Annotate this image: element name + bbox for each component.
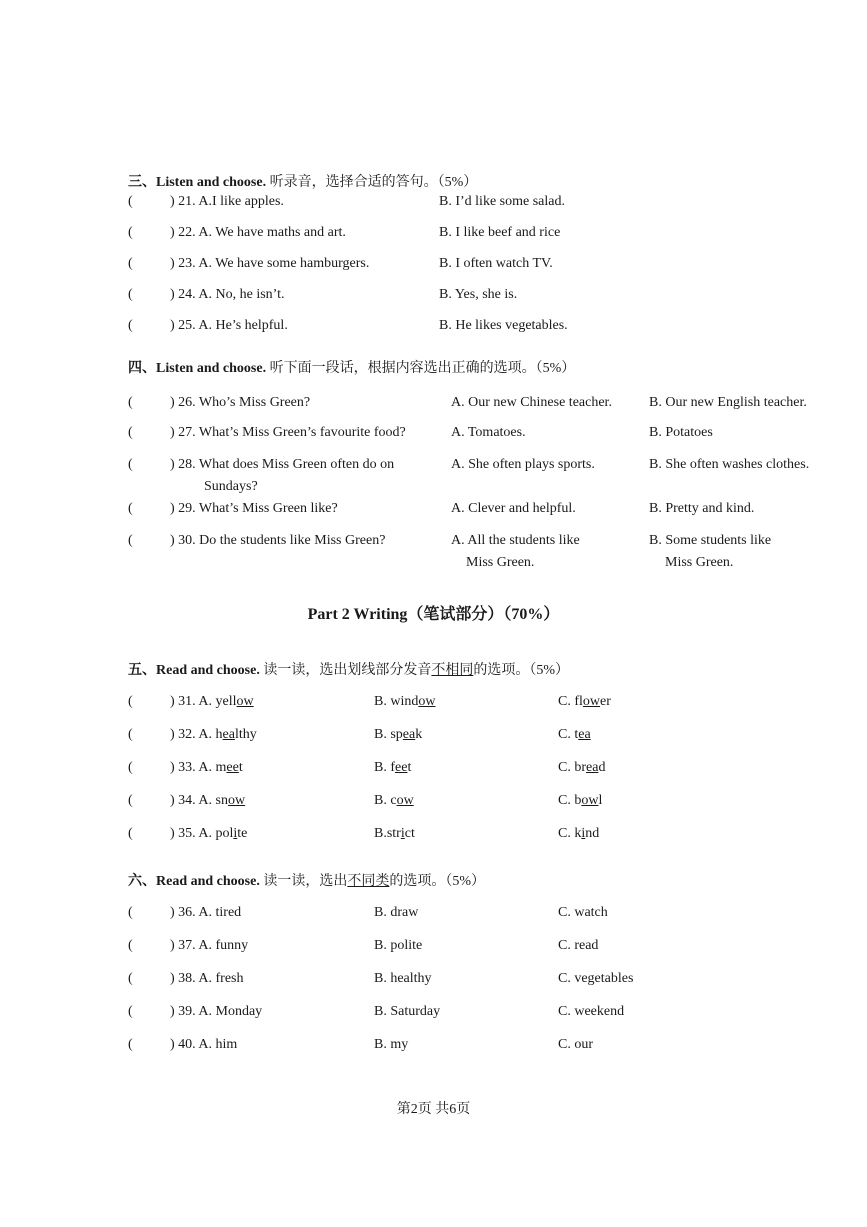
- answer-paren: (: [128, 905, 133, 920]
- option-b: B. my: [374, 1037, 409, 1052]
- section-6-instruction-end: 的选项。（5%）: [389, 874, 486, 889]
- word-part: C. t: [558, 727, 579, 742]
- word-part: B. c: [374, 793, 397, 808]
- answer-paren: (: [128, 694, 133, 709]
- option-b: B. Some students like: [649, 533, 772, 548]
- question-25: [128, 316, 848, 356]
- option-c: [558, 791, 602, 811]
- section-5-instruction: 读一读，选出划线部分发音: [259, 663, 432, 678]
- answer-paren: (: [128, 194, 133, 209]
- underlined-letters: ow: [236, 694, 254, 709]
- question-number: ) 31. A.: [170, 694, 216, 709]
- option-b: B. Our new English teacher.: [649, 395, 807, 410]
- question-40: [128, 1035, 848, 1075]
- word-part: pol: [215, 826, 234, 841]
- section-5-underlined: 不相同: [431, 663, 474, 678]
- question-text: ) 39. A. Monday: [170, 1004, 263, 1019]
- underlined-letters: ow: [582, 694, 601, 709]
- option-b: B. Pretty and kind.: [649, 501, 755, 516]
- question-text: ) 28. What does Miss Green often do on: [170, 457, 395, 472]
- word-part: C. k: [558, 826, 582, 841]
- section-3-title: Listen and choose.: [156, 175, 267, 190]
- option-a: A. Clever and helpful.: [451, 501, 576, 516]
- option-b: B. polite: [374, 938, 423, 953]
- page-number: 第2页 共6页: [396, 1102, 471, 1117]
- underlined-letters: ow: [227, 793, 246, 808]
- question-28: [128, 455, 848, 495]
- word-part: C. b: [558, 793, 582, 808]
- word-part: C. fl: [558, 694, 583, 709]
- underlined-letters: i: [233, 826, 238, 841]
- option-a: [170, 692, 254, 712]
- word-part: B.str: [374, 826, 401, 841]
- option-b: B. draw: [374, 905, 419, 920]
- word-part: C. br: [558, 760, 586, 775]
- answer-paren: (: [128, 457, 133, 472]
- question-text-continued: Sundays?: [204, 479, 258, 494]
- section-3-instruction: 听录音，选择合适的答句。（5%）: [266, 175, 478, 190]
- question-text: ) 38. A. fresh: [170, 971, 244, 986]
- option-b: B. Potatoes: [649, 425, 713, 440]
- option-a-continued: Miss Green.: [466, 555, 535, 570]
- option-a: A. She often plays sports.: [451, 457, 595, 472]
- option-a: [170, 725, 257, 745]
- question-text: ) 30. Do the students like Miss Green?: [170, 533, 386, 548]
- question-30: [128, 531, 848, 571]
- option-b: [374, 791, 414, 811]
- question-text: ) 23. A. We have some hamburgers.: [170, 256, 370, 271]
- part-2-title: Part 2 Writing（笔试部分）（70%）: [307, 606, 560, 623]
- underlined-letters: ee: [395, 760, 408, 775]
- word-part: lthy: [234, 727, 257, 742]
- word-part: t: [407, 760, 412, 775]
- option-a: [170, 824, 247, 844]
- option-c: [558, 725, 591, 745]
- question-number: ) 32. A.: [170, 727, 216, 742]
- question-text: ) 21. A.I like apples.: [170, 194, 284, 209]
- option-b: [374, 758, 411, 778]
- answer-paren: (: [128, 938, 133, 953]
- option-c: C. our: [558, 1037, 593, 1052]
- answer-paren: (: [128, 1004, 133, 1019]
- question-text: ) 37. A. funny: [170, 938, 249, 953]
- option-b: B. She often washes clothes.: [649, 457, 810, 472]
- question-text: ) 40. A. him: [170, 1037, 238, 1052]
- answer-paren: (: [128, 533, 133, 548]
- underlined-letters: ow: [418, 694, 436, 709]
- question-number: ) 34. A.: [170, 793, 216, 808]
- answer-paren: (: [128, 425, 133, 440]
- option-b: B. I’d like some salad.: [439, 194, 565, 209]
- question-text: ) 36. A. tired: [170, 905, 242, 920]
- section-4-title: Listen and choose.: [156, 361, 267, 376]
- underlined-letters: ea: [586, 760, 599, 775]
- word-part: t: [238, 760, 243, 775]
- underlined-letters: i: [400, 826, 405, 841]
- section-6-heading: [128, 870, 485, 890]
- option-b: B. Yes, she is.: [439, 287, 518, 302]
- answer-paren: (: [128, 826, 133, 841]
- word-part: yell: [215, 694, 237, 709]
- answer-paren: (: [128, 287, 133, 302]
- option-c: [558, 758, 605, 778]
- section-4-heading: [128, 357, 575, 377]
- option-c: [558, 824, 599, 844]
- question-number: ) 33. A.: [170, 760, 216, 775]
- underlined-letters: ea: [578, 727, 591, 742]
- question-text: ) 29. What’s Miss Green like?: [170, 501, 338, 516]
- option-c: C. watch: [558, 905, 608, 920]
- answer-paren: (: [128, 225, 133, 240]
- underlined-letters: ea: [222, 727, 235, 742]
- option-c: C. weekend: [558, 1004, 625, 1019]
- section-6-title: Read and choose.: [156, 874, 260, 889]
- option-b: [374, 824, 415, 844]
- word-part: te: [237, 826, 248, 841]
- section-6-underlined: 不同类: [347, 874, 390, 889]
- answer-paren: (: [128, 318, 133, 333]
- answer-paren: (: [128, 727, 133, 742]
- underlined-letters: ow: [581, 793, 599, 808]
- word-part: sn: [215, 793, 228, 808]
- option-b: B. Saturday: [374, 1004, 441, 1019]
- section-5-number: 五、: [128, 663, 156, 678]
- underlined-letters: ee: [226, 760, 239, 775]
- question-35: [128, 824, 848, 864]
- question-text: ) 25. A. He’s helpful.: [170, 318, 288, 333]
- answer-paren: (: [128, 971, 133, 986]
- option-c: C. vegetables: [558, 971, 634, 986]
- answer-paren: (: [128, 793, 133, 808]
- word-part: l: [598, 793, 603, 808]
- question-text: ) 26. Who’s Miss Green?: [170, 395, 311, 410]
- option-b: B. healthy: [374, 971, 432, 986]
- option-b: [374, 725, 422, 745]
- word-part: er: [600, 694, 611, 709]
- answer-paren: (: [128, 1037, 133, 1052]
- word-part: ct: [404, 826, 415, 841]
- underlined-letters: ea: [402, 727, 416, 742]
- option-b: [374, 692, 435, 712]
- answer-paren: (: [128, 501, 133, 516]
- option-a: A. All the students like: [451, 533, 580, 548]
- section-4-instruction: 听下面一段话，根据内容选出正确的选项。（5%）: [266, 361, 576, 376]
- word-part: h: [215, 727, 223, 742]
- section-5-instruction-end: 的选项。（5%）: [473, 663, 570, 678]
- underlined-letters: i: [581, 826, 586, 841]
- option-b: B. I like beef and rice: [439, 225, 561, 240]
- word-part: B. wind: [374, 694, 419, 709]
- option-c: C. read: [558, 938, 599, 953]
- section-3-number: 三、: [128, 175, 156, 190]
- word-part: B. f: [374, 760, 395, 775]
- answer-paren: (: [128, 760, 133, 775]
- answer-paren: (: [128, 256, 133, 271]
- question-text: ) 24. A. No, he isn’t.: [170, 287, 285, 302]
- answer-paren: (: [128, 395, 133, 410]
- question-text: ) 27. What’s Miss Green’s favourite food?: [170, 425, 406, 440]
- word-part: d: [598, 760, 606, 775]
- section-6-number: 六、: [128, 874, 156, 889]
- word-part: k: [415, 727, 423, 742]
- section-5-title: Read and choose.: [156, 663, 260, 678]
- option-a: A. Our new Chinese teacher.: [451, 395, 612, 410]
- section-5-heading: [128, 659, 569, 679]
- question-text: ) 22. A. We have maths and art.: [170, 225, 346, 240]
- section-6-instruction: 读一读，选出: [259, 874, 348, 889]
- underlined-letters: ow: [396, 793, 414, 808]
- option-a: [170, 758, 243, 778]
- word-part: nd: [585, 826, 600, 841]
- word-part: m: [215, 760, 227, 775]
- option-b: B. He likes vegetables.: [439, 318, 568, 333]
- option-a: A. Tomatoes.: [451, 425, 526, 440]
- option-b: B. I often watch TV.: [439, 256, 553, 271]
- option-c: [558, 692, 611, 712]
- option-b-continued: Miss Green.: [665, 555, 734, 570]
- section-4-number: 四、: [128, 361, 156, 376]
- word-part: B. sp: [374, 727, 403, 742]
- section-3-heading: [128, 171, 477, 191]
- option-a: [170, 791, 245, 811]
- question-number: ) 35. A.: [170, 826, 216, 841]
